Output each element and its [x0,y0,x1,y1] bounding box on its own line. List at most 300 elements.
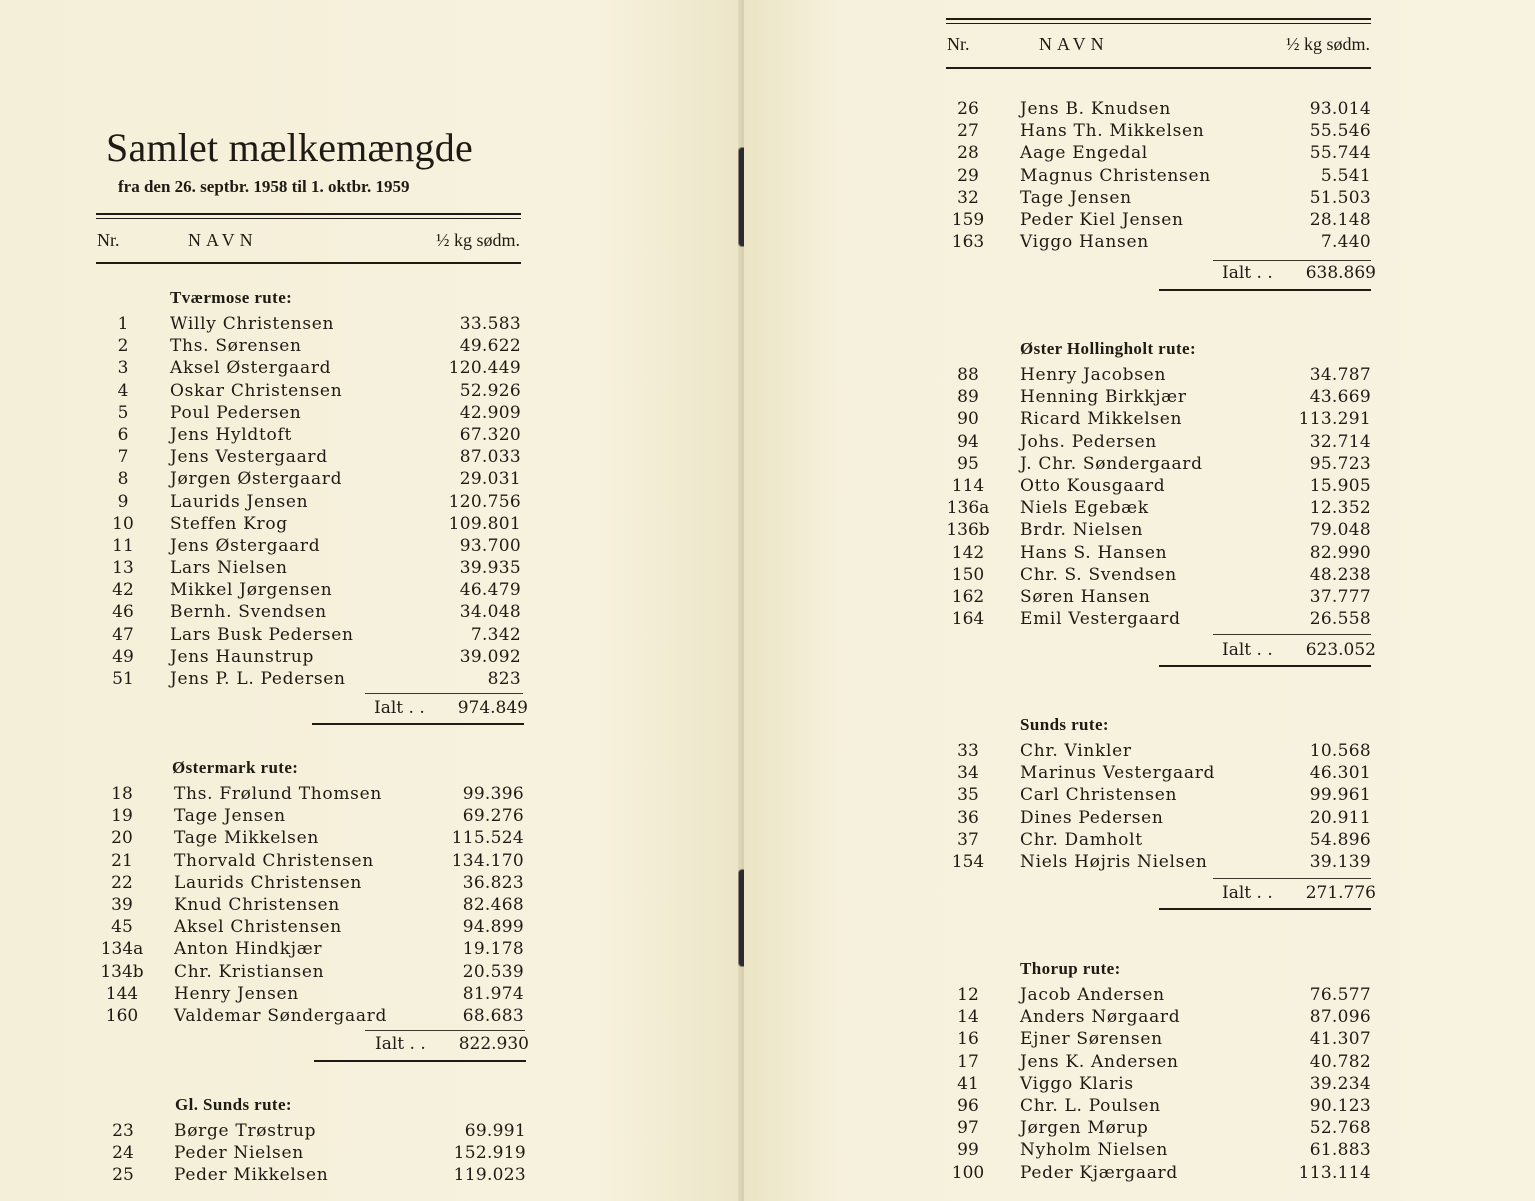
row-name: Bernh. Svendsen [170,602,327,623]
table-row [96,357,526,379]
row-number: 96 [957,1095,979,1116]
row-kg-value: 55.546 [1309,121,1371,142]
table-row [96,894,526,916]
row-kg-value: 34.787 [1309,365,1371,385]
row-name: Jens K. Andersen [1020,1051,1179,1072]
table-row [944,364,1374,386]
column-header-navn: NAVN [188,230,258,250]
row-number: 162 [951,586,985,607]
table-row [944,1028,1374,1050]
rows-gl-sunds-right [944,98,1374,253]
table-row [96,424,526,446]
table-row [96,872,526,894]
header-rule-bottom [946,67,1371,69]
row-kg-value: 115.524 [451,828,524,849]
row-name: Poul Pedersen [170,402,302,423]
table-row [96,513,526,535]
row-name: Niels Højris Nielsen [1020,851,1208,872]
table-row [944,453,1374,475]
row-number: 94 [957,431,979,452]
row-kg-value: 28.148 [1309,209,1371,230]
row-kg-value: 46.301 [1309,763,1371,784]
row-name: Aksel Christensen [174,917,342,938]
table-row [944,1117,1374,1139]
table-row [944,762,1374,784]
row-name: Jørgen Østergaard [170,469,343,490]
row-number: 7 [117,447,129,468]
row-number: 95 [957,453,979,474]
row-name: Chr. Kristiansen [174,961,325,982]
table-row [944,497,1374,519]
row-number: 136b [946,520,990,541]
row-number: 89 [957,387,979,408]
row-number: 160 [105,1005,139,1026]
table-row [96,1005,526,1027]
row-kg-value: 79.048 [1309,520,1371,541]
total-label: Ialt . . [1222,883,1273,903]
table-row [96,668,526,690]
row-name: Niels Egebæk [1020,498,1149,519]
row-name: Aksel Østergaard [170,358,332,379]
row-number: 163 [951,232,985,253]
row-number: 134a [100,939,144,960]
table-row [944,519,1374,541]
row-number: 159 [951,209,985,230]
row-name: Laurids Christensen [174,872,363,893]
row-number: 134b [100,961,144,982]
row-name: Viggo Hansen [1020,232,1149,253]
row-kg-value: 52.926 [459,380,521,401]
total-ostermark [375,1034,529,1054]
row-name: Otto Kousgaard [1020,475,1166,496]
row-kg-value: 69.276 [462,806,524,827]
row-kg-value: 49.622 [459,336,521,357]
row-kg-value: 5.541 [1320,165,1371,186]
row-name: Viggo Klaris [1020,1073,1134,1094]
total-rule [312,723,524,725]
row-name: Steffen Krog [170,513,288,534]
row-kg-value: 26.558 [1309,609,1371,630]
row-number: 28 [957,143,979,164]
total-rule [1159,908,1371,910]
row-number: 97 [957,1118,979,1139]
row-name: Jacob Andersen [1020,985,1165,1005]
row-kg-value: 82.468 [462,894,524,915]
row-kg-value: 113.291 [1298,409,1371,430]
row-kg-value: 90.123 [1309,1095,1371,1116]
row-number: 33 [957,741,979,761]
table-row [96,1120,528,1142]
subtotal-rule [365,1030,525,1031]
row-kg-value: 19.178 [462,939,524,960]
row-name: Peder Mikkelsen [174,1165,329,1186]
row-number: 19 [111,806,133,827]
row-name: Chr. S. Svendsen [1020,564,1177,585]
row-number: 144 [105,983,139,1004]
row-number: 9 [117,491,129,512]
row-name: Anton Hindkjær [174,939,323,960]
table-row [944,209,1374,231]
row-kg-value: 33.583 [459,314,521,334]
row-kg-value: 152.919 [453,1143,526,1164]
rows-sunds [944,740,1374,873]
table-row [944,984,1374,1006]
row-name: Jens Østergaard [170,535,321,556]
table-row [944,1006,1374,1028]
row-number: 36 [957,807,979,828]
row-kg-value: 32.714 [1309,431,1371,452]
row-name: Willy Christensen [170,314,335,334]
row-name: Brdr. Nielsen [1020,520,1144,541]
row-name: Knud Christensen [174,894,340,915]
row-number: 88 [957,365,979,385]
total-label: Ialt . . [375,1034,426,1054]
row-kg-value: 93.014 [1309,99,1371,119]
table-row [96,402,526,424]
table-row [96,983,526,1005]
total-label: Ialt . . [374,698,425,718]
row-kg-value: 12.352 [1309,498,1371,519]
row-kg-value: 61.883 [1309,1140,1371,1161]
row-number: 12 [957,985,979,1005]
row-name: Jens Hyldtoft [170,424,292,445]
row-number: 34 [957,763,979,784]
row-name: Peder Nielsen [174,1143,304,1164]
row-name: Ricard Mikkelsen [1020,409,1183,430]
row-number: 150 [951,564,985,585]
row-kg-value: 120.756 [448,491,521,512]
header-rule-bottom [96,262,521,264]
row-kg-value: 10.568 [1309,741,1371,761]
header-rule-top [946,18,1371,20]
table-row [944,586,1374,608]
header-rule-top-thin [946,23,1371,24]
table-row [944,386,1374,408]
row-name: Ths. Frølund Thomsen [174,784,382,804]
row-name: Jens Haunstrup [170,646,315,667]
table-row [944,120,1374,142]
row-kg-value: 41.307 [1309,1029,1371,1050]
row-number: 27 [957,121,979,142]
row-number: 13 [112,558,134,579]
total-value: 623.052 [1305,640,1376,660]
row-kg-value: 55.744 [1309,143,1371,164]
row-name: Jørgen Mørup [1020,1118,1149,1139]
row-number: 4 [117,380,129,401]
row-name: Chr. L. Poulsen [1020,1095,1161,1116]
left-page [0,0,742,1201]
table-row [96,1164,528,1186]
table-row [944,142,1374,164]
row-name: Anders Nørgaard [1020,1007,1181,1028]
row-number: 90 [957,409,979,430]
total-label: Ialt . . [1222,263,1273,283]
table-row [944,98,1374,120]
row-kg-value: 39.139 [1309,851,1371,872]
table-row [944,807,1374,829]
row-name: Ejner Sørensen [1020,1029,1163,1050]
row-kg-value: 15.905 [1309,475,1371,496]
row-kg-value: 54.896 [1309,829,1371,850]
column-header-kg: ½ kg sødm. [1285,34,1370,54]
row-kg-value: 95.723 [1309,453,1371,474]
row-number: 136a [946,498,990,519]
row-number: 22 [111,872,133,893]
table-row [96,805,526,827]
row-kg-value: 94.899 [462,917,524,938]
right-page [744,0,1535,1201]
row-kg-value: 87.033 [459,447,521,468]
table-row [96,535,526,557]
row-kg-value: 36.823 [462,872,524,893]
table-row [944,608,1374,630]
table-row [944,1051,1374,1073]
row-name: Johs. Pedersen [1020,431,1157,452]
row-name: Hans S. Hansen [1020,542,1168,563]
table-row [944,1073,1374,1095]
row-number: 18 [111,784,133,804]
table-row [96,827,526,849]
row-name: Thorvald Christensen [174,850,374,871]
row-number: 17 [957,1051,979,1072]
row-number: 6 [117,424,129,445]
row-name: Valdemar Søndergaard [174,1005,388,1026]
row-name: Henry Jensen [174,983,299,1004]
table-row [96,961,526,983]
table-row [944,475,1374,497]
total-value: 638.869 [1305,263,1376,283]
row-kg-value: 68.683 [462,1005,524,1026]
table-row [96,646,526,668]
row-kg-value: 69.991 [464,1121,526,1141]
table-row [96,335,526,357]
row-number: 8 [117,469,129,490]
section-title-oster-hollingholt: Øster Hollingholt rute: [1020,339,1197,358]
row-number: 3 [117,358,129,379]
row-number: 51 [112,669,134,689]
row-kg-value: 34.048 [459,602,521,623]
page-subtitle: fra den 26. septbr. 1958 til 1. oktbr. 1959 [118,177,410,196]
total-gl-sunds [1222,263,1376,283]
row-kg-value: 87.096 [1309,1007,1371,1028]
section-title-tvaermose: Tværmose rute: [170,288,293,307]
row-kg-value: 93.700 [459,535,521,556]
row-name: Mikkel Jørgensen [170,580,333,601]
row-name: Lars Nielsen [170,558,288,579]
row-kg-value: 39.935 [459,558,521,579]
table-row [96,468,526,490]
row-kg-value: 67.320 [459,424,521,445]
table-row [944,740,1374,762]
row-name: Emil Vestergaard [1020,609,1181,630]
row-kg-value: 113.114 [1298,1162,1371,1183]
row-number: 114 [951,475,985,496]
row-name: Tage Jensen [1020,187,1132,208]
row-kg-value: 40.782 [1309,1051,1371,1072]
rows-ostermark [96,783,526,1027]
row-number: 20 [111,828,133,849]
row-kg-value: 20.539 [462,961,524,982]
subtotal-rule [1213,260,1371,261]
row-kg-value: 48.238 [1309,564,1371,585]
row-name: Tage Jensen [174,806,286,827]
table-row [944,542,1374,564]
row-number: 164 [951,609,985,630]
rows-oster-hollingholt [944,364,1374,630]
rows-gl-sunds-left [96,1120,528,1187]
section-title-sunds: Sunds rute: [1020,715,1109,734]
row-kg-value: 43.669 [1309,387,1371,408]
row-number: 100 [951,1162,985,1183]
table-row [944,1139,1374,1161]
row-kg-value: 37.777 [1309,586,1371,607]
row-kg-value: 99.396 [462,784,524,804]
row-number: 37 [957,829,979,850]
total-rule [314,1060,526,1062]
subtotal-rule [1213,634,1371,635]
row-number: 42 [112,580,134,601]
page-title: Samlet mælkemængde [106,125,473,170]
row-name: Chr. Vinkler [1020,741,1132,761]
row-name: Lars Busk Pedersen [170,624,354,645]
row-name: Jens B. Knudsen [1020,99,1171,119]
table-row [96,783,526,805]
table-row [944,1162,1374,1184]
row-kg-value: 7.440 [1320,232,1371,253]
row-kg-value: 39.234 [1309,1073,1371,1094]
row-number: 32 [957,187,979,208]
row-kg-value: 46.479 [459,580,521,601]
rows-thorup [944,984,1374,1184]
row-kg-value: 29.031 [459,469,521,490]
row-number: 23 [112,1121,134,1141]
table-row [96,938,526,960]
row-kg-value: 134.170 [451,850,524,871]
table-row [944,1095,1374,1117]
total-oster-hollingholt [1222,640,1376,660]
row-name: Børge Trøstrup [174,1121,317,1141]
table-row [96,624,526,646]
row-kg-value: 120.449 [448,358,521,379]
row-name: Jens P. L. Pedersen [170,669,346,689]
row-number: 14 [957,1007,979,1028]
total-value: 822.930 [458,1034,529,1054]
row-number: 2 [117,336,129,357]
row-kg-value: 119.023 [453,1165,526,1186]
column-header-kg: ½ kg sødm. [435,230,520,250]
total-label: Ialt . . [1222,640,1273,660]
subtotal-rule [365,693,523,694]
row-name: Magnus Christensen [1020,165,1211,186]
row-kg-value: 823 [487,669,521,689]
row-name: Aage Engedal [1020,143,1148,164]
table-row [944,829,1374,851]
table-row [944,431,1374,453]
total-value: 974.849 [457,698,528,718]
row-kg-value: 52.768 [1309,1118,1371,1139]
row-name: Laurids Jensen [170,491,309,512]
table-row [96,579,526,601]
row-number: 49 [112,646,134,667]
row-name: Oskar Christensen [170,380,343,401]
header-rule-top-thin [96,218,521,219]
row-name: Hans Th. Mikkelsen [1020,121,1205,142]
table-row [944,231,1374,253]
row-number: 47 [112,624,134,645]
row-name: Chr. Damholt [1020,829,1143,850]
table-row [944,784,1374,806]
row-number: 26 [957,99,979,119]
section-title-gl-sunds: Gl. Sunds rute: [175,1095,292,1114]
row-name: Peder Kjærgaard [1020,1162,1178,1183]
row-number: 46 [112,602,134,623]
header-rule-top [96,213,521,215]
row-number: 1 [117,314,129,334]
row-kg-value: 99.961 [1309,785,1371,806]
row-name: Carl Christensen [1020,785,1178,806]
table-row [944,187,1374,209]
row-name: J. Chr. Søndergaard [1020,453,1203,474]
row-kg-value: 51.503 [1309,187,1371,208]
table-row [96,380,526,402]
row-kg-value: 82.990 [1309,542,1371,563]
row-name: Marinus Vestergaard [1020,763,1216,784]
row-number: 5 [117,402,129,423]
subtotal-rule [1213,878,1371,879]
row-name: Henning Birkkjær [1020,387,1187,408]
column-header-navn: NAVN [1039,34,1109,54]
table-row [96,491,526,513]
table-row [96,557,526,579]
row-number: 39 [111,894,133,915]
row-number: 29 [957,165,979,186]
total-sunds [1222,883,1376,903]
row-name: Ths. Sørensen [170,336,302,357]
table-row [944,408,1374,430]
rows-tvaermose [96,313,526,690]
row-number: 21 [111,850,133,871]
table-row [944,851,1374,873]
row-name: Tage Mikkelsen [174,828,319,849]
total-tvaermose [374,698,528,718]
row-name: Nyholm Nielsen [1020,1140,1168,1161]
section-title-thorup: Thorup rute: [1020,959,1121,978]
row-number: 142 [951,542,985,563]
row-kg-value: 7.342 [470,624,521,645]
row-kg-value: 39.092 [459,646,521,667]
table-row [96,601,526,623]
row-kg-value: 42.909 [459,402,521,423]
row-name: Dines Pedersen [1020,807,1164,828]
section-title-ostermark: Østermark rute: [172,758,299,777]
total-value: 271.776 [1305,883,1376,903]
table-row [96,446,526,468]
total-rule [1159,665,1371,667]
row-number: 99 [957,1140,979,1161]
row-kg-value: 76.577 [1309,985,1371,1005]
row-number: 24 [112,1143,134,1164]
table-row [944,564,1374,586]
row-number: 10 [112,513,134,534]
row-kg-value: 81.974 [462,983,524,1004]
table-row [96,916,526,938]
row-kg-value: 20.911 [1309,807,1371,828]
row-name: Søren Hansen [1020,586,1151,607]
row-name: Jens Vestergaard [170,447,328,468]
row-kg-value: 109.801 [448,513,521,534]
row-name: Peder Kiel Jensen [1020,209,1184,230]
row-name: Henry Jacobsen [1020,365,1167,385]
